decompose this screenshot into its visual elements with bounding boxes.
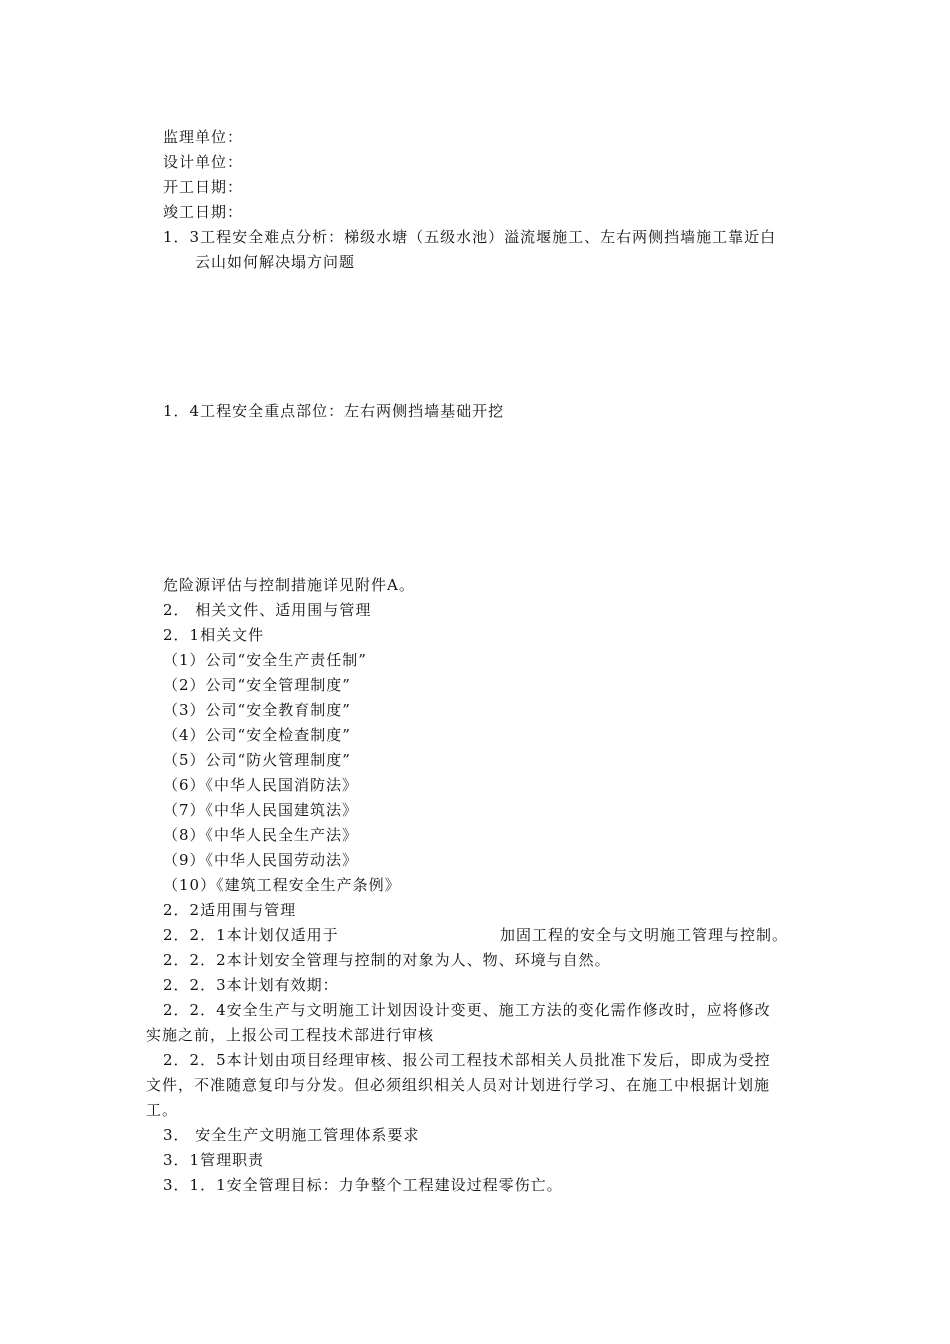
section-2-1-heading: 2．1相关文件 (163, 626, 265, 644)
section-2-2-heading: 2．2适用围与管理 (163, 901, 297, 919)
document-item: （10）《建筑工程安全生产条例》 (163, 876, 401, 894)
section-2-heading: 2． 相关文件、适用围与管理 (163, 601, 372, 619)
document-item: （2）公司“安全管理制度” (163, 676, 351, 694)
document-item: （9）《中华人民国劳动法》 (163, 851, 359, 869)
section-3-1-heading: 3．1管理职责 (163, 1151, 265, 1169)
item-2-2-2: 2．2．2本计划安全管理与控制的对象为人、物、环境与自然。 (163, 951, 611, 969)
document-item: （8）《中华人民全生产法》 (163, 826, 359, 844)
item-2-2-1-right: 加固工程的安全与文明施工管理与控制。 (500, 926, 789, 944)
end-date-label: 竣工日期： (163, 203, 244, 221)
item-2-2-4-line1: 2．2．4安全生产与文明施工计划因设计变更、施工方法的变化需作修改时，应将修改 (163, 1001, 771, 1019)
item-2-2-4-line2: 实施之前，上报公司工程技术部进行审核 (146, 1026, 435, 1044)
section-1-3-line2: 云山如何解决塌方问题 (195, 253, 356, 271)
item-2-2-5-line2: 文件，不准随意复印与分发。但必须组织相关人员对计划进行学习、在施工中根据计划施 (146, 1076, 771, 1094)
document-item: （7）《中华人民国建筑法》 (163, 801, 359, 819)
document-item: （3）公司“安全教育制度” (163, 701, 351, 719)
section-1-3-line1: 1．3工程安全难点分析：梯级水塘（五级水池）溢流堰施工、左右两侧挡墙施工靠近白 (163, 228, 777, 246)
item-2-2-5-line3: 工。 (146, 1101, 179, 1119)
item-2-2-3: 2．2．3本计划有效期： (163, 976, 339, 994)
item-2-2-1-left: 2．2．1本计划仅适用于 (163, 926, 339, 944)
document-item: （4）公司“安全检查制度” (163, 726, 351, 744)
document-item: （1）公司“安全生产责任制” (163, 651, 367, 669)
hazard-note: 危险源评估与控制措施详见附件A。 (163, 576, 415, 594)
section-3-heading: 3． 安全生产文明施工管理体系要求 (163, 1126, 420, 1144)
section-1-4: 1．4工程安全重点部位：左右两侧挡墙基础开挖 (163, 402, 505, 420)
item-2-2-5-line1: 2．2．5本计划由项目经理审核、报公司工程技术部相关人员批准下发后，即成为受控 (163, 1051, 771, 1069)
document-item: （5）公司“防火管理制度” (163, 751, 351, 769)
start-date-label: 开工日期： (163, 178, 244, 196)
item-3-1-1: 3．1．1安全管理目标：力争整个工程建设过程零伤亡。 (163, 1176, 563, 1194)
supervisor-label: 监理单位： (163, 128, 244, 146)
document-item: （6）《中华人民国消防法》 (163, 776, 359, 794)
designer-label: 设计单位： (163, 153, 244, 171)
